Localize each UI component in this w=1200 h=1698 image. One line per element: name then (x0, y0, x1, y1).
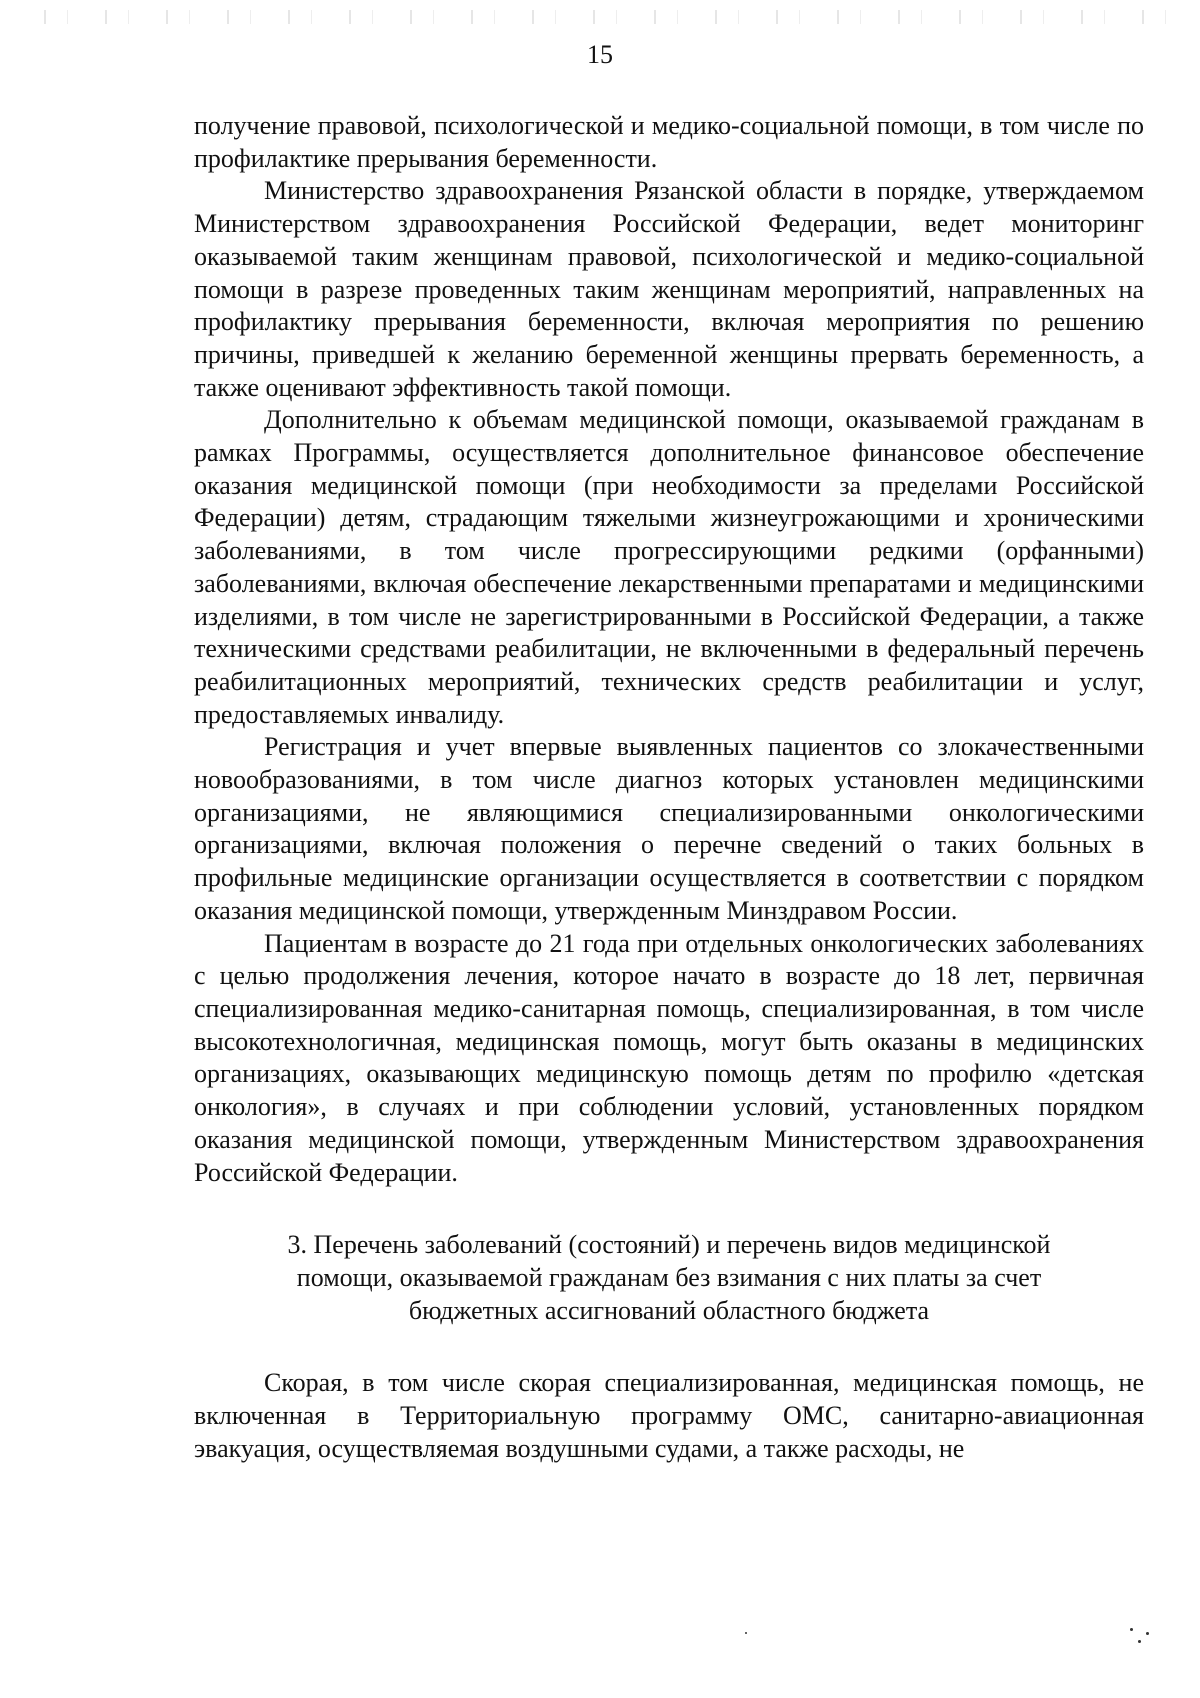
paragraph-registration: Регистрация и учет впервые выявленных пациентов со злокачественными новообразованиями, в том числе диагноз которых установлен медицинскими организациями, не являющимися специализированными онкологическими организациями, включая положения о перечне сведений о таких больных в профильные медицинские организации осуществляется в соответствии с порядком оказания медицинской помощи, утвержденным Минздравом России. (194, 732, 1144, 925)
section-heading-line-2: помощи, оказываемой гражданам без взимания с них платы за счет (296, 1262, 1042, 1292)
section-heading-line-3: бюджетных ассигнований областного бюджета (408, 1295, 930, 1325)
paragraph-monitoring: Министерство здравоохранения Рязанской области в порядке, утверждаемом Министерством здравоохранения Российской Федерации, ведет мониторинг оказываемой таким женщинам правовой, психологической и медико-социальной помощи в разрезе проведенных таким женщинам мероприятий, направленных на профилактику прерывания беременности, включая мероприятия по решению причины, приведшей к желанию беременной женщины прервать беременность, а также оценивают эффективность такой помощи. (194, 176, 1144, 402)
scan-speck (1146, 1632, 1149, 1635)
paragraph-additional-funding: Дополнительно к объемам медицинской помощи, оказываемой гражданам в рамках Программы, осуществляется дополнительное финансовое обеспечение оказания медицинской помощи (при необходимости за пределами Российской Федерации) детям, страдающим тяжелыми жизнеугрожающими и хроническими заболеваниями, в том числе прогрессирующими редкими (орфанными) заболеваниями, включая обеспечение лекарственными препаратами и медицинскими изделиями, в том числе не зарегистрированными в Российской Федерации, а также техническими средствами реабилитации, не включенными в федеральный перечень реабилитационных мероприятий, технических средств реабилитации и услуг, предоставляемых инвалиду. (194, 405, 1144, 729)
paragraph-continuation: получение правовой, психологической и медико-социальной помощи, в том числе по профилактике прерывания беременности. (194, 111, 1144, 173)
paragraph-patients-under-21: Пациентам в возрасте до 21 года при отдельных онкологических заболеваниях с целью продолжения лечения, которое начато в возрасте до 18 лет, первичная специализированная медико-санитарная помощь, специализированная, в том числе высокотехнологичная, медицинская помощь, могут быть оказаны в медицинских организациях, оказывающих медицинскую помощь детям по профилю «детская онкология», в случаях и при соблюдении условий, установленных порядком оказания медицинской помощи, утвержденным Министерством здравоохранения Российской Федерации. (194, 928, 1144, 1187)
paragraph-emergency-care: Скорая, в том числе скорая специализированная, медицинская помощь, не включенная в Территориальную программу ОМС, санитарно-авиационная эвакуация, осуществляемая воздушными судами, а также расходы, не (194, 1368, 1144, 1463)
page-number: 15 (587, 40, 613, 69)
section-heading (194, 1229, 1144, 1327)
section-heading-line-1: 3. Перечень заболеваний (состояний) и перечень видов медицинской (287, 1230, 1051, 1260)
document-body (194, 110, 1144, 1465)
scan-speck (1138, 1640, 1141, 1643)
scan-speck (745, 1632, 747, 1634)
scan-speck (1130, 1628, 1133, 1631)
scan-artifact-strip (30, 10, 1170, 24)
